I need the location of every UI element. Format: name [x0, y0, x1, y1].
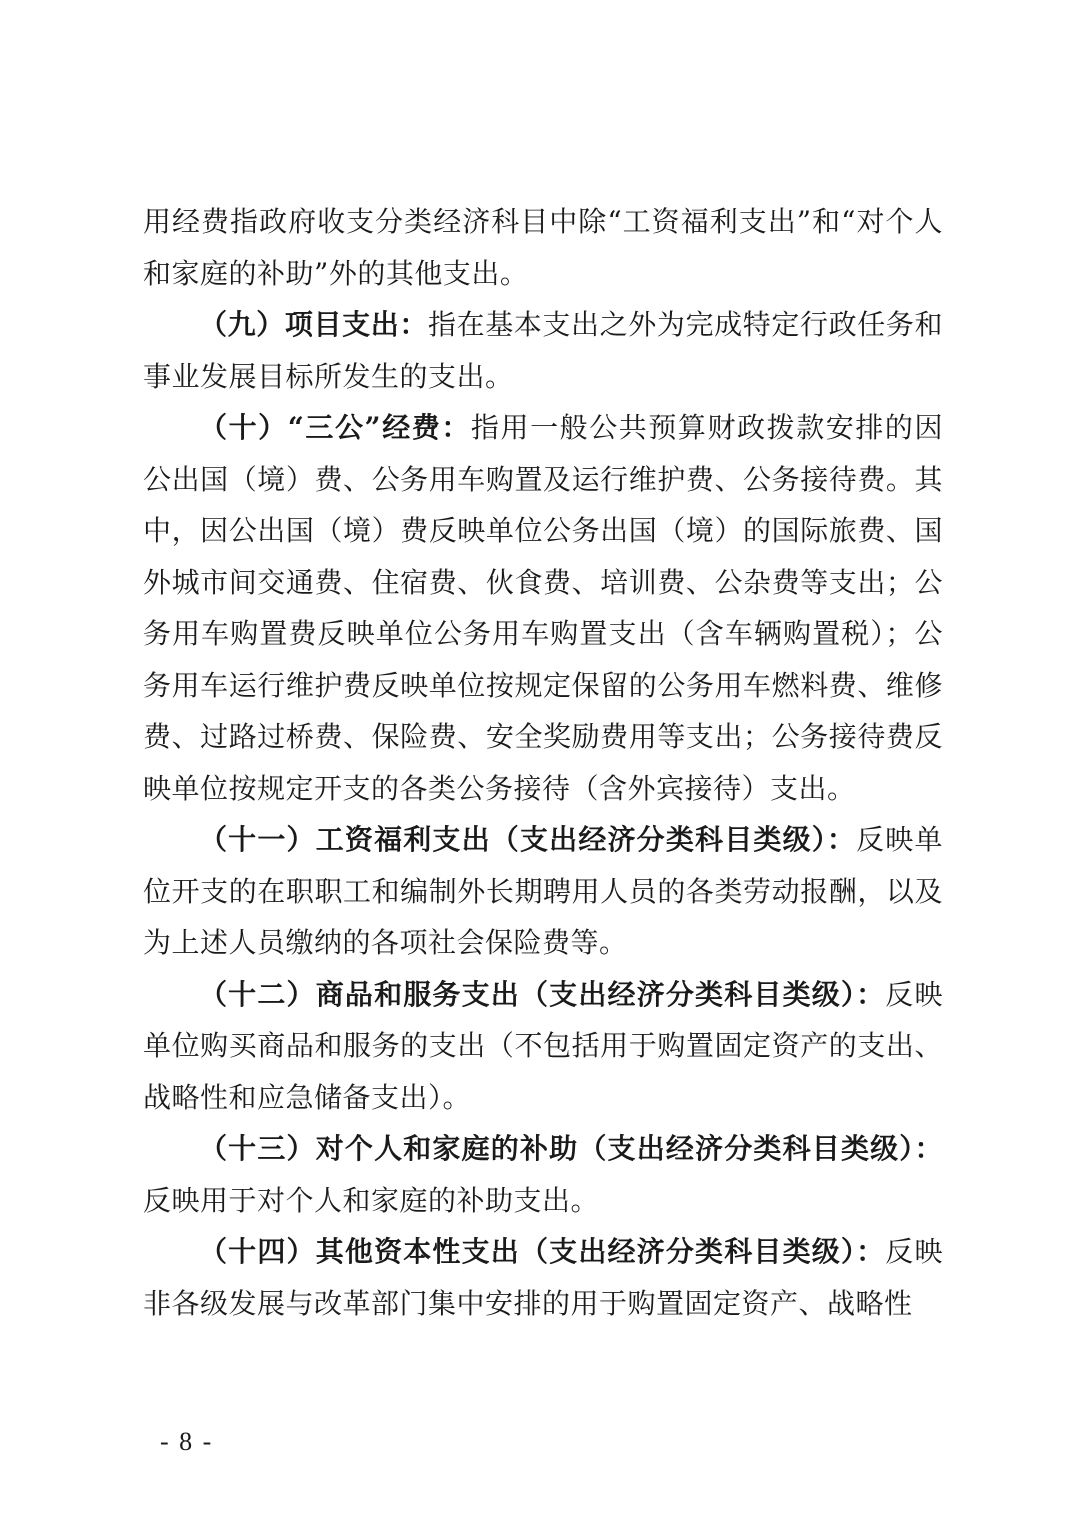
page-number: - 8 - — [160, 1427, 214, 1456]
body-text — [143, 196, 943, 1329]
paragraph-text: 用经费指政府收支分类经济科目中除“工资福利支出”和“对个人和家庭的补助”外的其他支出。 — [143, 205, 943, 290]
paragraph-text: 反映用于对个人和家庭的补助支出。 — [143, 1183, 600, 1217]
paragraph-three-public-expenses — [143, 402, 943, 814]
paragraph-continuation — [143, 196, 943, 299]
paragraph-heading: （十）“三公”经费： — [199, 411, 471, 444]
paragraph-goods-services — [143, 969, 943, 1124]
paragraph-project-expenditure — [143, 299, 943, 402]
paragraph-heading: （十二）商品和服务支出（支出经济分类科目类级）： — [199, 977, 886, 1011]
paragraph-heading: （九）项目支出： — [199, 308, 428, 341]
paragraph-heading: （十三）对个人和家庭的补助（支出经济分类科目类级）： — [199, 1132, 943, 1165]
paragraph-wages-welfare — [143, 814, 943, 969]
paragraph-other-capital-expenditure — [143, 1226, 943, 1329]
paragraph-heading: （十四）其他资本性支出（支出经济分类科目类级）： — [199, 1235, 886, 1268]
paragraph-text: 反映单位开支的在职职工和编制外长期聘用人员的各类劳动报酬，以及为上述人员缴纳的各项社会保险费等。 — [143, 823, 943, 959]
paragraph-text: 反映非各级发展与改革部门集中安排的用于购置固定资产、战略性 — [143, 1235, 943, 1320]
paragraph-text: 指用一般公共预算财政拨款安排的因公出国（境）费、公务用车购置及运行维护费、公务接待费。其中，因公出国（境）费反映单位公务出国（境）的国际旅费、国外城市间交通费、住宿费、伙食费、培训费、公杂费等支出；公务用车购置费反映单位公务用车购置支出（含车辆购置税）；公务用车运行维护费反映单位按规定保留的公务用车燃料费、维修费、过路过桥费、保险费、安全奖励费用等支出；公务接待费反映单位按规定开支的各类公务接待（含外宾接待）支出。 — [143, 411, 943, 805]
paragraph-personal-family-subsidy — [143, 1123, 943, 1226]
paragraph-heading: （十一）工资福利支出（支出经济分类科目类级）： — [199, 823, 857, 856]
paragraph-text: 指在基本支出之外为完成特定行政任务和事业发展目标所发生的支出。 — [143, 308, 943, 393]
paragraph-text: 反映单位购买商品和服务的支出（不包括用于购置固定资产的支出、战略性和应急储备支出）。 — [143, 977, 943, 1114]
